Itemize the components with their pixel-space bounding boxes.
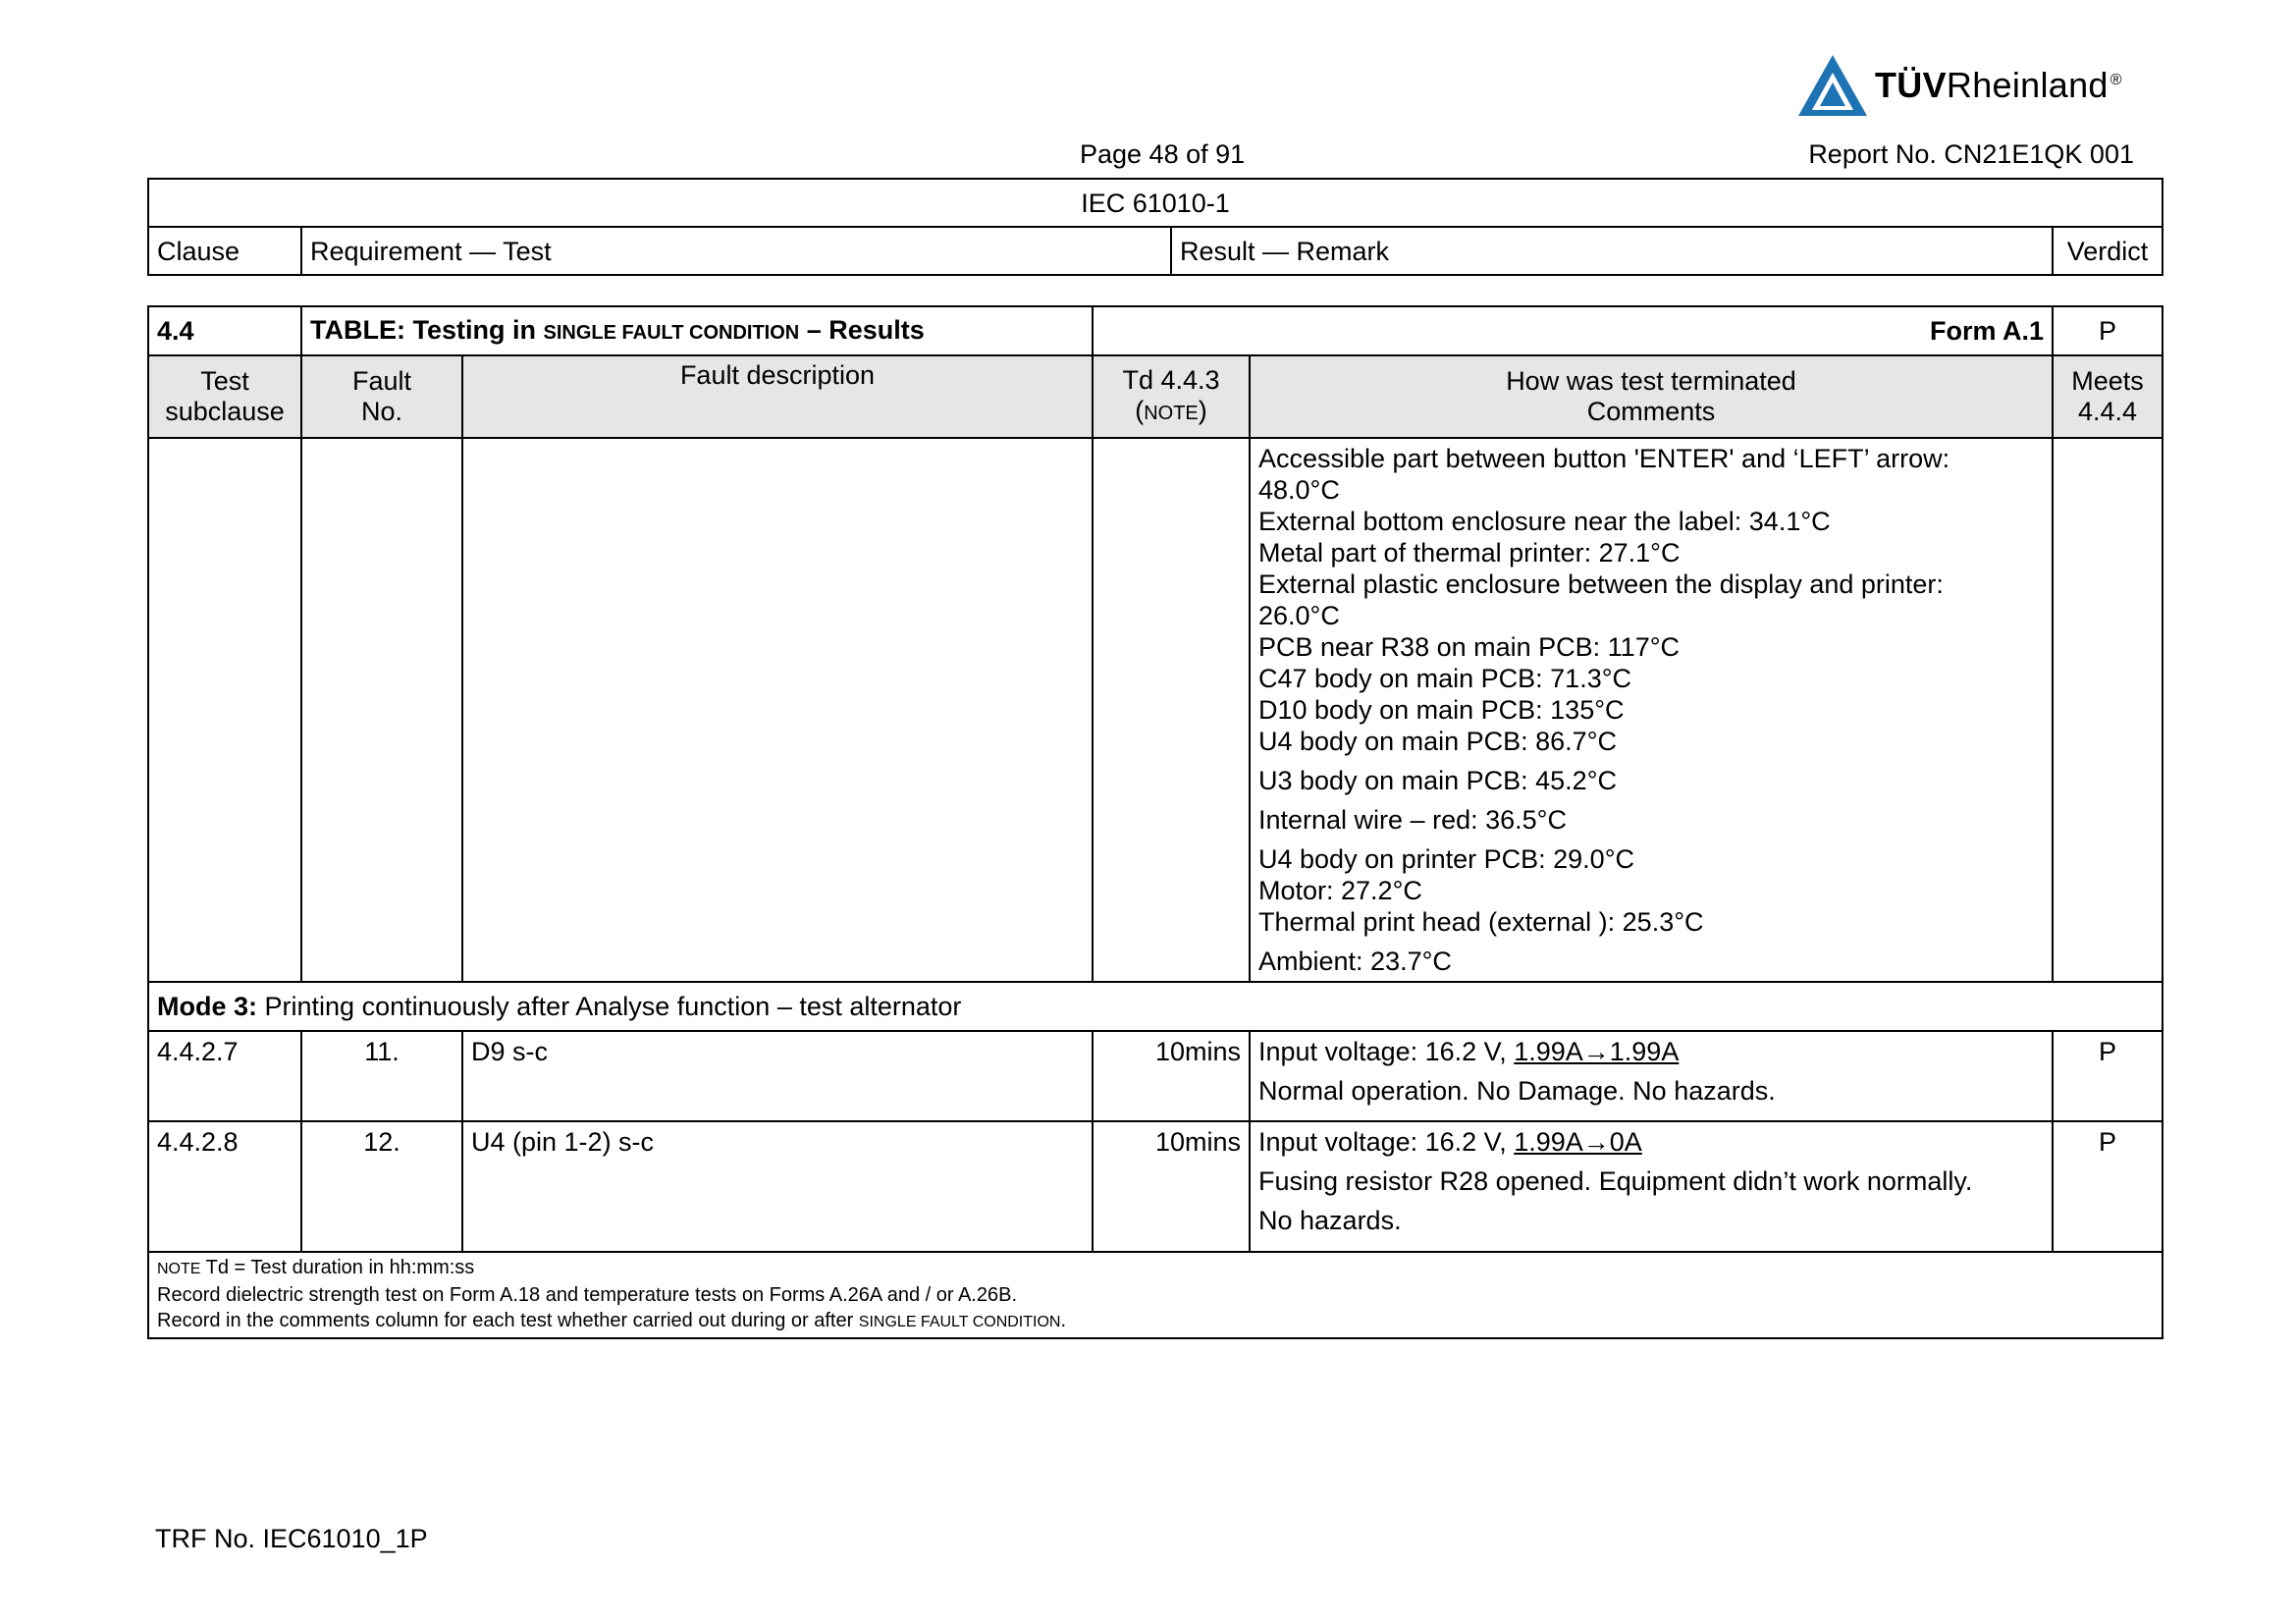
comment-line: Ambient: 23.7°C [1258,947,1452,976]
row-td: 10mins [1093,1031,1250,1121]
logo-text: TÜVRheinland ® [1875,65,2122,105]
comment-line: Thermal print head (external ): 25.3°C [1258,907,1704,937]
comment-line: PCB near R38 on main PCB: 117°C [1258,632,1681,662]
table-clause: 4.4 [148,306,301,355]
table-row [148,1121,2163,1252]
col-fault-no: Fault No. [301,355,462,438]
comment-line: C47 body on main PCB: 71.3°C [1258,664,1632,693]
row-fault-description: D9 s-c [462,1031,1093,1121]
tuv-rheinland-logo [1796,51,2122,120]
comment-line: External plastic enclosure between the display and printer: [1258,569,1944,599]
header-table [147,178,2163,276]
table-title-row [148,306,2163,355]
comment-line: D10 body on main PCB: 135°C [1258,695,1625,725]
comment-line: External bottom enclosure near the label: 34.1°C [1258,507,1831,536]
comment-line: 26.0°C [1258,601,1340,630]
mode-3-label: Mode 3: Printing continuously after Analyse function – test alternator [148,982,2163,1031]
tuv-triangle-icon [1796,53,1869,118]
comment-line: U4 body on main PCB: 86.7°C [1258,727,1617,756]
col-how-terminated: How was test terminated Comments [1250,355,2053,438]
notes-row [148,1252,2163,1338]
comment-line: 48.0°C [1258,475,1340,505]
col-meets: Meets 4.4.4 [2053,355,2163,438]
continued-row [148,438,2163,982]
table-notes: NOTE Td = Test duration in hh:mm:ss Record dielectric strength test on Form A.18 and temperature tests on Forms A.26A and / or A.26B. Record in the comments column for each test whether carried out during or after SINGLE FAULT CONDITION. [148,1252,2163,1338]
row-meets: P [2053,1121,2163,1252]
page-number: Page 48 of 91 [1080,139,1246,169]
col-td: Td 4.4.3 (NOTE) [1093,355,1250,438]
header-verdict: Verdict [2053,227,2163,275]
report-number: Report No. CN21E1QK 001 [1808,139,2134,169]
table-title: TABLE: Testing in SINGLE FAULT CONDITION – Results [301,306,1093,355]
row-subclause: 4.4.2.7 [148,1031,301,1121]
row-td: 10mins [1093,1121,1250,1252]
row-meets: P [2053,1031,2163,1121]
comment-line: U3 body on main PCB: 45.2°C [1258,766,1617,795]
row-fault-no: 12. [301,1121,462,1252]
header-clause: Clause [148,227,301,275]
row-fault-no: 11. [301,1031,462,1121]
row-comments: Input voltage: 16.2 V, 1.99A→1.99A Normal operation. No Damage. No hazards. [1250,1031,2053,1121]
col-fault-description: Fault description [462,355,1093,438]
header-result: Result — Remark [1171,227,2053,275]
comment-line: Motor: 27.2°C [1258,876,1422,905]
table-row [148,1031,2163,1121]
standard-title: IEC 61010-1 [148,179,2163,227]
col-test-subclause: Test subclause [148,355,301,438]
column-header-row [148,355,2163,438]
table-verdict: P [2053,306,2163,355]
trf-number: TRF No. IEC61010_1P [155,1524,428,1553]
comment-line: Internal wire – red: 36.5°C [1258,805,1567,835]
row-subclause: 4.4.2.8 [148,1121,301,1252]
comment-line: Metal part of thermal printer: 27.1°C [1258,538,1681,568]
comment-line: Accessible part between button 'ENTER' and ‘LEFT’ arrow: [1258,444,1950,473]
results-table [147,305,2163,1339]
row-comments: Input voltage: 16.2 V, 1.99A→0A Fusing resistor R28 opened. Equipment didn’t work normally. No hazards. [1250,1121,2053,1252]
comment-line: U4 body on printer PCB: 29.0°C [1258,844,1634,874]
header-requirement: Requirement — Test [301,227,1171,275]
row-fault-description: U4 (pin 1-2) s-c [462,1121,1093,1252]
continued-comments [1250,438,2053,982]
mode-3-row [148,982,2163,1031]
form-label: Form A.1 [1093,306,2053,355]
